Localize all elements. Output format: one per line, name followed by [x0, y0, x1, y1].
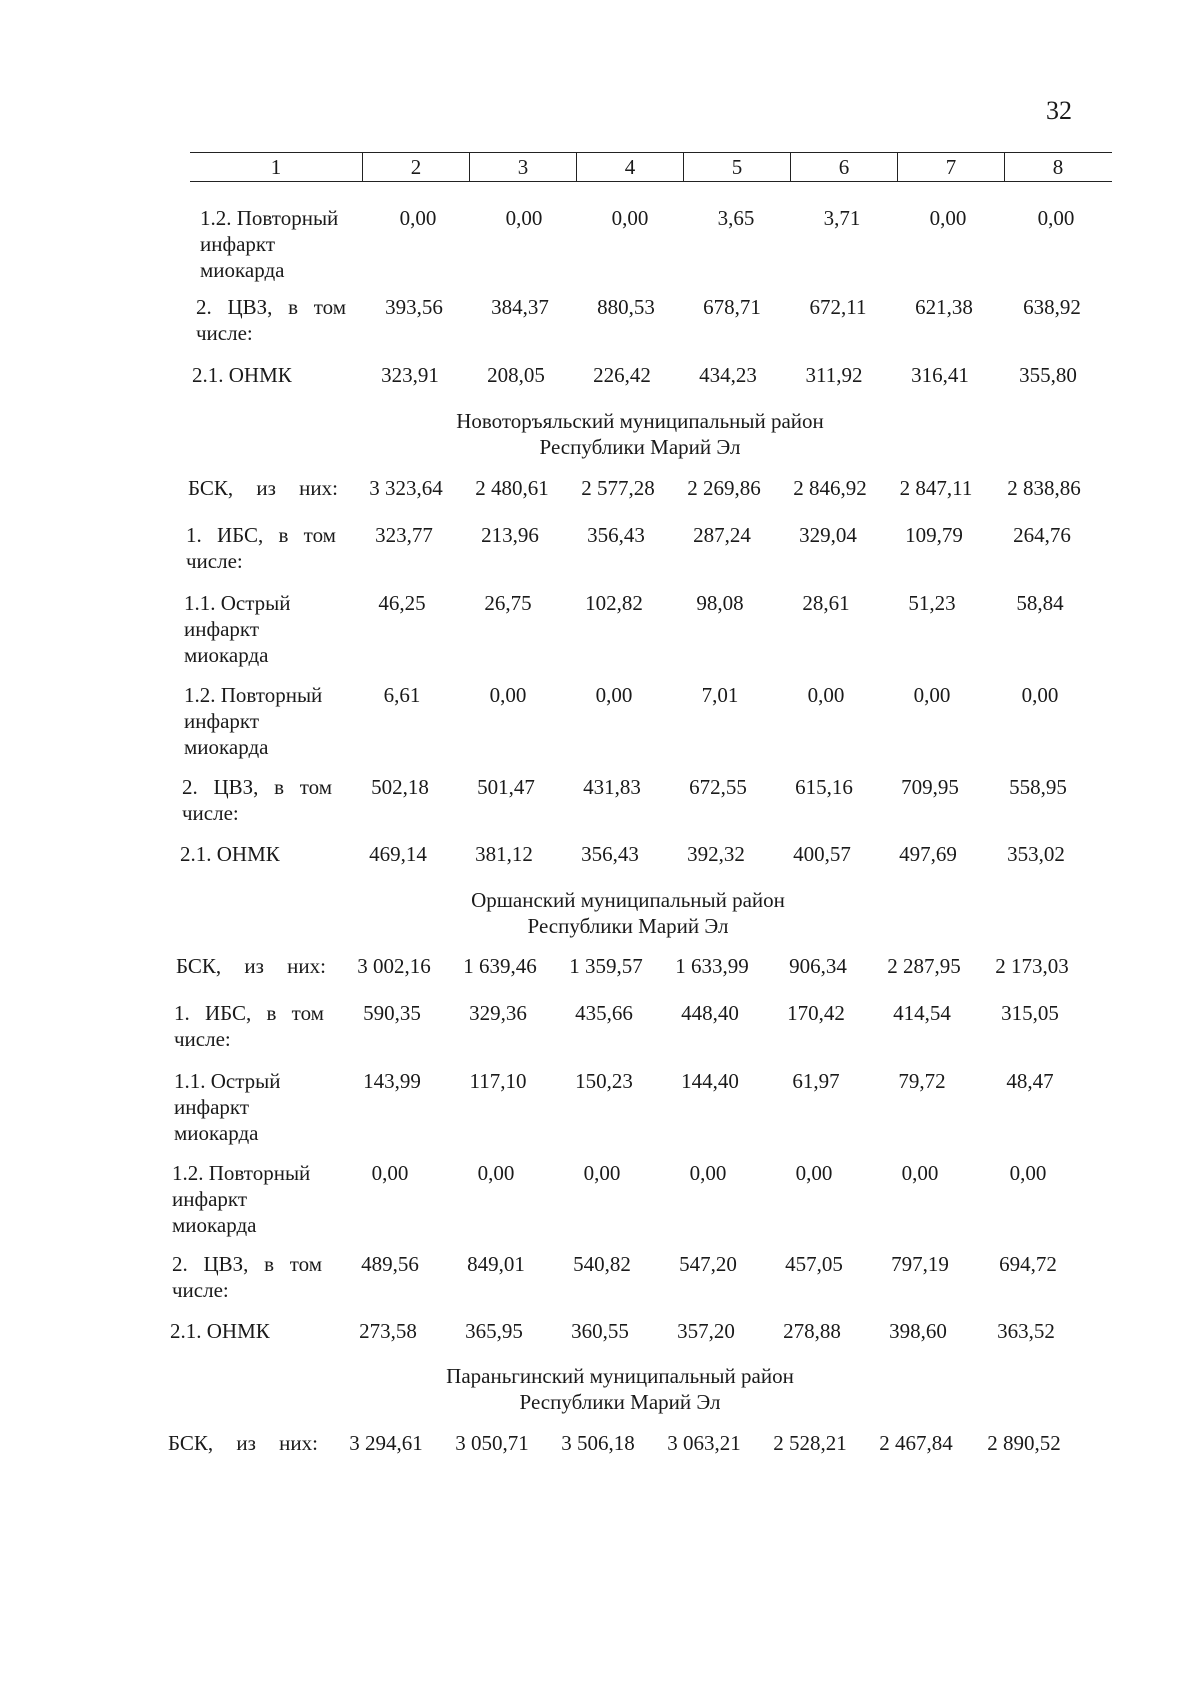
row-label-line: миокарда [172, 1213, 257, 1237]
row-label [174, 1068, 324, 1146]
value-cell: 0,00 [477, 1161, 515, 1185]
row-label-line: числе: [186, 549, 243, 573]
row-label [192, 362, 342, 388]
header-cell: 1 [270, 155, 282, 179]
section-heading-line: Параньгинский муниципальный район [446, 1364, 794, 1388]
row-label-line: миокарда [184, 735, 269, 759]
value-cell: 1 639,46 [463, 954, 537, 978]
row-label [184, 682, 334, 760]
value-cell: 3 002,16 [357, 954, 431, 978]
value-cell: 558,95 [1009, 775, 1067, 799]
value-cell: 329,04 [799, 523, 857, 547]
row-label-line: 2.1. ОНМК [180, 842, 280, 866]
row-label-line: 1.2. Повторный [184, 683, 323, 707]
value-cell: 226,42 [593, 363, 651, 387]
row-label-line: числе: [196, 321, 253, 345]
value-cell: 501,47 [477, 775, 535, 799]
value-cell: 393,56 [385, 295, 443, 319]
value-cell: 143,99 [363, 1069, 421, 1093]
value-cell: 414,54 [893, 1001, 951, 1025]
value-cell: 621,38 [915, 295, 973, 319]
value-cell: 323,91 [381, 363, 439, 387]
value-cell: 98,08 [696, 591, 744, 615]
value-cell: 672,11 [809, 295, 867, 319]
value-cell: 0,00 [583, 1161, 621, 1185]
value-cell: 28,61 [802, 591, 850, 615]
value-cell: 273,58 [359, 1319, 417, 1343]
value-cell: 2 467,84 [879, 1431, 953, 1455]
value-cell: 0,00 [371, 1161, 409, 1185]
header-cell: 8 [1004, 153, 1111, 181]
value-cell: 208,05 [487, 363, 545, 387]
row-label [184, 590, 334, 668]
value-cell: 355,80 [1019, 363, 1077, 387]
row-label [186, 522, 336, 574]
section-heading-line: Республики Марий Эл [539, 435, 741, 459]
value-cell: 3 294,61 [349, 1431, 423, 1455]
value-cell: 638,92 [1023, 295, 1081, 319]
row-label [168, 1430, 318, 1456]
row-label [180, 841, 330, 867]
value-cell: 144,40 [681, 1069, 739, 1093]
value-cell: 694,72 [999, 1252, 1057, 1276]
value-cell: 547,20 [679, 1252, 737, 1276]
table-header [190, 152, 1112, 182]
row-label-line: инфаркт [184, 709, 260, 733]
value-cell: 79,72 [898, 1069, 946, 1093]
value-cell: 0,00 [901, 1161, 939, 1185]
row-label [176, 953, 326, 979]
value-cell: 360,55 [571, 1319, 629, 1343]
value-cell: 3 063,21 [667, 1431, 741, 1455]
row-label [196, 294, 346, 346]
value-cell: 315,05 [1001, 1001, 1059, 1025]
value-cell: 46,25 [378, 591, 426, 615]
row-label [172, 1251, 322, 1303]
value-cell: 3 323,64 [369, 476, 443, 500]
value-cell: 3 506,18 [561, 1431, 635, 1455]
value-cell: 356,43 [581, 842, 639, 866]
value-cell: 849,01 [467, 1252, 525, 1276]
row-label-line: миокарда [174, 1121, 259, 1145]
value-cell: 3 050,71 [455, 1431, 529, 1455]
value-cell: 398,60 [889, 1319, 947, 1343]
value-cell: 329,36 [469, 1001, 527, 1025]
header-cell: 4 [576, 153, 683, 181]
value-cell: 502,18 [371, 775, 429, 799]
value-cell: 1 359,57 [569, 954, 643, 978]
row-label-line: числе: [182, 801, 239, 825]
value-cell: 489,56 [361, 1252, 419, 1276]
row-label-line: 2. ЦВЗ, в том [196, 295, 346, 319]
row-label-line: БСК, из них: [188, 476, 338, 500]
value-cell: 448,40 [681, 1001, 739, 1025]
value-cell: 0,00 [807, 683, 845, 707]
section-heading-line: Оршанский муниципальный район [471, 888, 785, 912]
row-label-line: 1.2. Повторный [172, 1161, 311, 1185]
value-cell: 0,00 [611, 206, 649, 230]
section-heading-line: Республики Марий Эл [519, 1390, 721, 1414]
row-label-line: 1.2. Повторный [200, 206, 339, 230]
value-cell: 26,75 [484, 591, 532, 615]
row-label [174, 1000, 324, 1052]
value-cell: 61,97 [792, 1069, 840, 1093]
row-label-line: 2.1. ОНМК [192, 363, 292, 387]
row-label-line: миокарда [184, 643, 269, 667]
row-label-line: числе: [172, 1278, 229, 1302]
value-cell: 0,00 [929, 206, 967, 230]
value-cell: 357,20 [677, 1319, 735, 1343]
value-cell: 117,10 [469, 1069, 527, 1093]
value-cell: 3,71 [823, 206, 861, 230]
value-cell: 0,00 [489, 683, 527, 707]
section-heading [338, 887, 918, 939]
value-cell: 615,16 [795, 775, 853, 799]
value-cell: 2 890,52 [987, 1431, 1061, 1455]
value-cell: 109,79 [905, 523, 963, 547]
value-cell: 1 633,99 [675, 954, 749, 978]
value-cell: 906,34 [789, 954, 847, 978]
value-cell: 213,96 [481, 523, 539, 547]
row-label-line: БСК, из них: [168, 1431, 318, 1455]
value-cell: 311,92 [805, 363, 863, 387]
value-cell: 170,42 [787, 1001, 845, 1025]
value-cell: 0,00 [399, 206, 437, 230]
value-cell: 278,88 [783, 1319, 841, 1343]
value-cell: 590,35 [363, 1001, 421, 1025]
value-cell: 457,05 [785, 1252, 843, 1276]
row-label-line: БСК, из них: [176, 954, 326, 978]
value-cell: 6,61 [383, 683, 421, 707]
row-label-line: инфаркт [184, 617, 260, 641]
value-cell: 2 846,92 [793, 476, 867, 500]
value-cell: 150,23 [575, 1069, 633, 1093]
value-cell: 431,83 [583, 775, 641, 799]
value-cell: 2 173,03 [995, 954, 1069, 978]
header-cell: 3 [469, 153, 576, 181]
header-cell: 2 [362, 153, 469, 181]
value-cell: 672,55 [689, 775, 747, 799]
value-cell: 102,82 [585, 591, 643, 615]
value-cell: 7,01 [701, 683, 739, 707]
row-label-line: 2. ЦВЗ, в том [172, 1252, 322, 1276]
value-cell: 287,24 [693, 523, 751, 547]
section-heading [350, 408, 930, 460]
value-cell: 0,00 [1037, 206, 1075, 230]
section-heading-line: Новоторъяльский муниципальный район [456, 409, 824, 433]
row-label [172, 1160, 322, 1238]
row-label-line: 1.1. Острый [184, 591, 291, 615]
value-cell: 51,23 [908, 591, 956, 615]
value-cell: 381,12 [475, 842, 533, 866]
value-cell: 365,95 [465, 1319, 523, 1343]
value-cell: 540,82 [573, 1252, 631, 1276]
row-label-line: 1. ИБС, в том [174, 1001, 324, 1025]
value-cell: 435,66 [575, 1001, 633, 1025]
row-label [200, 205, 350, 283]
row-label-line: 1. ИБС, в том [186, 523, 336, 547]
value-cell: 469,14 [369, 842, 427, 866]
value-cell: 2 528,21 [773, 1431, 847, 1455]
row-label-line: миокарда [200, 258, 285, 282]
section-heading [330, 1363, 910, 1415]
value-cell: 497,69 [899, 842, 957, 866]
value-cell: 0,00 [795, 1161, 833, 1185]
value-cell: 316,41 [911, 363, 969, 387]
value-cell: 0,00 [1009, 1161, 1047, 1185]
value-cell: 384,37 [491, 295, 549, 319]
value-cell: 48,47 [1006, 1069, 1054, 1093]
value-cell: 2 287,95 [887, 954, 961, 978]
row-label-line: инфаркт [172, 1187, 248, 1211]
section-heading-line: Республики Марий Эл [527, 914, 729, 938]
value-cell: 356,43 [587, 523, 645, 547]
value-cell: 2 269,86 [687, 476, 761, 500]
row-label [170, 1318, 320, 1344]
header-cell: 5 [683, 153, 790, 181]
row-label-line: 1.1. Острый [174, 1069, 281, 1093]
value-cell: 0,00 [913, 683, 951, 707]
value-cell: 0,00 [1021, 683, 1059, 707]
value-cell: 434,23 [699, 363, 757, 387]
row-label [182, 774, 332, 826]
value-cell: 392,32 [687, 842, 745, 866]
value-cell: 264,76 [1013, 523, 1071, 547]
value-cell: 2 838,86 [1007, 476, 1081, 500]
value-cell: 709,95 [901, 775, 959, 799]
value-cell: 0,00 [595, 683, 633, 707]
value-cell: 323,77 [375, 523, 433, 547]
row-label [188, 475, 338, 501]
value-cell: 678,71 [703, 295, 761, 319]
value-cell: 353,02 [1007, 842, 1065, 866]
value-cell: 797,19 [891, 1252, 949, 1276]
value-cell: 400,57 [793, 842, 851, 866]
row-label-line: инфаркт [174, 1095, 250, 1119]
value-cell: 2 847,11 [899, 476, 973, 500]
value-cell: 0,00 [689, 1161, 727, 1185]
value-cell: 880,53 [597, 295, 655, 319]
page-number: 32 [1046, 96, 1072, 125]
value-cell: 2 577,28 [581, 476, 655, 500]
row-label-line: 2.1. ОНМК [170, 1319, 270, 1343]
row-label-line: инфаркт [200, 232, 276, 256]
value-cell: 3,65 [717, 206, 755, 230]
value-cell: 58,84 [1016, 591, 1064, 615]
header-cell: 7 [897, 153, 1004, 181]
row-label-line: 2. ЦВЗ, в том [182, 775, 332, 799]
value-cell: 363,52 [997, 1319, 1055, 1343]
value-cell: 0,00 [505, 206, 543, 230]
header-cell: 6 [790, 153, 897, 181]
value-cell: 2 480,61 [475, 476, 549, 500]
row-label-line: числе: [174, 1027, 231, 1051]
